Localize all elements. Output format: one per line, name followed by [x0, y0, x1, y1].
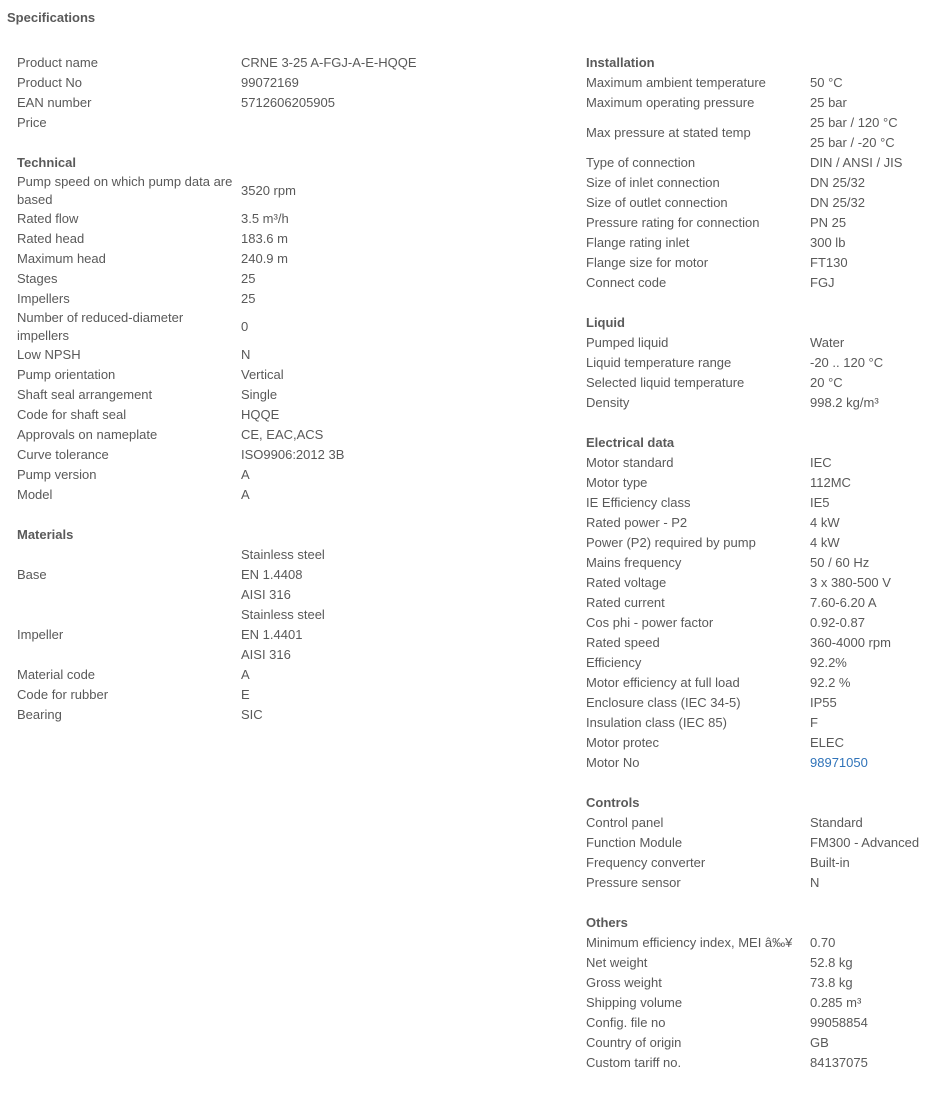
spec-row	[586, 73, 931, 93]
spec-values	[810, 573, 931, 593]
spec-row	[586, 593, 931, 613]
spec-label: Motor No	[586, 755, 640, 770]
spec-row	[17, 705, 557, 725]
spec-row	[17, 365, 557, 385]
spec-label: Shaft seal arrangement	[17, 387, 153, 402]
spec-row	[17, 465, 557, 485]
spec-row	[586, 533, 931, 553]
spec-row	[586, 113, 931, 153]
spec-row	[17, 113, 557, 133]
spec-label: Shipping volume	[586, 995, 683, 1010]
spec-row	[586, 553, 931, 573]
spec-row	[586, 93, 931, 113]
spec-values	[810, 233, 931, 253]
spec-row	[17, 269, 557, 289]
spec-values	[810, 553, 931, 573]
section-heading: Electrical data	[586, 435, 675, 450]
spec-row	[586, 153, 931, 173]
spec-label: Approvals on nameplate	[17, 427, 158, 442]
spec-label: Rated flow	[17, 211, 79, 226]
spec-value: E	[241, 687, 250, 702]
spec-label: Curve tolerance	[17, 447, 109, 462]
spec-label: Control panel	[586, 815, 664, 830]
spec-values	[810, 733, 931, 753]
spec-label: Motor protec	[586, 735, 659, 750]
spec-label: Flange size for motor	[586, 255, 709, 270]
spec-value: 52.8 kg	[810, 955, 853, 970]
spec-value: 3520 rpm	[241, 183, 296, 198]
spec-values	[241, 73, 557, 93]
spec-value: A	[241, 487, 250, 502]
spec-values	[241, 289, 557, 309]
spec-label: Function Module	[586, 835, 683, 850]
spec-label: Motor type	[586, 475, 648, 490]
spec-label: Minimum efficiency index, MEI â‰¥	[586, 935, 793, 950]
spec-values	[810, 933, 931, 953]
spec-row	[586, 813, 931, 833]
spec-label: Mains frequency	[586, 555, 682, 570]
spec-label: Gross weight	[586, 975, 662, 990]
spec-value: 0	[241, 319, 249, 334]
spec-value: Single	[241, 387, 278, 402]
spec-row	[586, 853, 931, 873]
spec-value: N	[810, 875, 820, 890]
spec-values	[241, 317, 557, 337]
spec-values	[241, 405, 557, 425]
spec-values	[810, 853, 931, 873]
spec-row	[17, 445, 557, 465]
spec-label: Base	[17, 567, 47, 582]
spec-label: Maximum head	[17, 251, 106, 266]
spec-row	[17, 685, 557, 705]
spec-values	[241, 385, 557, 405]
spec-value: 20 °C	[810, 375, 843, 390]
spec-label: Net weight	[586, 955, 648, 970]
spec-values	[810, 813, 931, 833]
spec-label: Max pressure at stated temp	[586, 125, 751, 140]
spec-values	[810, 713, 931, 733]
spec-value: FM300 - Advanced	[810, 835, 920, 850]
spec-label: Rated head	[17, 231, 85, 246]
spec-value: 183.6 m	[241, 231, 288, 246]
spec-values	[241, 269, 557, 289]
spec-values	[810, 153, 931, 173]
section-controls	[586, 793, 931, 893]
spec-values	[241, 685, 557, 705]
spec-value: -20 .. 120 °C	[810, 355, 884, 370]
spec-values	[810, 673, 931, 693]
spec-label: Power (P2) required by pump	[586, 535, 756, 550]
spec-row	[17, 73, 557, 93]
spec-label: Pressure sensor	[586, 875, 681, 890]
spec-row	[17, 229, 557, 249]
spec-value: 84137075	[810, 1055, 868, 1070]
spec-row	[586, 173, 931, 193]
spec-value: 3.5 m³/h	[241, 211, 289, 226]
spec-row	[586, 233, 931, 253]
spec-values	[241, 181, 557, 201]
spec-values	[810, 73, 931, 93]
spec-value: 25 bar / 120 °C	[810, 115, 898, 130]
spec-values	[810, 273, 931, 293]
spec-row	[586, 713, 931, 733]
spec-value: EN 1.4408	[241, 567, 303, 582]
spec-label: IE Efficiency class	[586, 495, 691, 510]
spec-values	[241, 365, 557, 385]
spec-values	[810, 533, 931, 553]
spec-row	[586, 393, 931, 413]
spec-value: 360-4000 rpm	[810, 635, 891, 650]
spec-value-link[interactable]: 98971050	[810, 755, 868, 770]
section-heading: Materials	[17, 527, 74, 542]
spec-values	[810, 953, 931, 973]
spec-row	[586, 253, 931, 273]
spec-row	[586, 753, 931, 773]
spec-values	[810, 173, 931, 193]
spec-value: FGJ	[810, 275, 835, 290]
spec-values	[810, 593, 931, 613]
spec-row	[17, 289, 557, 309]
spec-value: 25 bar	[810, 95, 847, 110]
section-heading: Liquid	[586, 315, 625, 330]
spec-row	[586, 333, 931, 353]
spec-values	[241, 425, 557, 445]
spec-label: Pressure rating for connection	[586, 215, 760, 230]
spec-values	[241, 665, 557, 685]
spec-label: Size of inlet connection	[586, 175, 720, 190]
spec-label: Product No	[17, 75, 83, 90]
spec-value: Standard	[810, 815, 863, 830]
spec-value: 4 kW	[810, 515, 840, 530]
spec-values	[241, 209, 557, 229]
spec-values	[810, 1053, 931, 1073]
spec-value: Vertical	[241, 367, 284, 382]
spec-row	[17, 485, 557, 505]
section-heading: Technical	[17, 155, 77, 170]
section-others	[586, 913, 931, 1073]
spec-row	[586, 633, 931, 653]
spec-label: Enclosure class (IEC 34-5)	[586, 695, 741, 710]
spec-value: 0.70	[810, 935, 836, 950]
spec-value: 50 / 60 Hz	[810, 555, 870, 570]
spec-row	[586, 213, 931, 233]
spec-values	[241, 485, 557, 505]
section-general	[17, 53, 557, 133]
spec-value: PN 25	[810, 215, 847, 230]
spec-value: N	[241, 347, 251, 362]
spec-label: Frequency converter	[586, 855, 706, 870]
spec-label: Rated power - P2	[586, 515, 688, 530]
spec-label: Motor standard	[586, 455, 674, 470]
spec-row	[17, 53, 557, 73]
spec-value: 300 lb	[810, 235, 846, 250]
spec-label: Pump orientation	[17, 367, 116, 382]
spec-row	[586, 733, 931, 753]
spec-label: Custom tariff no.	[586, 1055, 682, 1070]
spec-label: Rated current	[586, 595, 665, 610]
spec-values	[241, 249, 557, 269]
spec-row	[586, 953, 931, 973]
spec-values	[810, 393, 931, 413]
section-heading: Controls	[586, 795, 640, 810]
spec-value: Stainless steel	[241, 547, 325, 562]
spec-values	[810, 333, 931, 353]
spec-value: FT130	[810, 255, 848, 270]
spec-values	[810, 493, 931, 513]
spec-row	[17, 385, 557, 405]
spec-value: CE, EAC,ACS	[241, 427, 324, 442]
spec-values	[241, 113, 557, 133]
spec-row	[586, 573, 931, 593]
spec-label: EAN number	[17, 95, 92, 110]
spec-row	[17, 345, 557, 365]
spec-values	[241, 465, 557, 485]
spec-label: Impellers	[17, 291, 70, 306]
section-installation	[586, 53, 931, 293]
spec-label: Stages	[17, 271, 58, 286]
section-heading: Others	[586, 915, 628, 930]
spec-row	[586, 453, 931, 473]
spec-value	[241, 113, 557, 133]
spec-values	[810, 693, 931, 713]
spec-value: AISI 316	[241, 587, 291, 602]
spec-label: Pump speed on which pump data are based	[17, 174, 233, 207]
spec-row	[586, 1033, 931, 1053]
spec-values	[241, 545, 557, 605]
spec-row	[586, 613, 931, 633]
spec-values	[241, 605, 557, 665]
spec-values	[810, 473, 931, 493]
spec-value: ELEC	[810, 735, 844, 750]
spec-label: Size of outlet connection	[586, 195, 728, 210]
spec-values	[810, 373, 931, 393]
spec-row	[17, 93, 557, 113]
spec-value: 25	[241, 271, 256, 286]
spec-row	[586, 833, 931, 853]
spec-value: Water	[810, 335, 845, 350]
section-technical	[17, 153, 557, 505]
spec-label: Price	[17, 115, 47, 130]
spec-value: Stainless steel	[241, 607, 325, 622]
spec-label: Motor efficiency at full load	[586, 675, 740, 690]
spec-values	[810, 633, 931, 653]
spec-value: CRNE 3-25 A-FGJ-A-E-HQQE	[241, 55, 417, 70]
spec-row	[586, 693, 931, 713]
spec-values	[810, 653, 931, 673]
spec-row	[586, 973, 931, 993]
spec-row	[17, 665, 557, 685]
spec-row	[586, 1053, 931, 1073]
spec-label: Number of reduced-diameter impellers	[17, 310, 184, 343]
spec-value: 92.2 %	[810, 675, 851, 690]
spec-values	[810, 993, 931, 1013]
spec-row	[586, 673, 931, 693]
spec-label: Code for rubber	[17, 687, 109, 702]
spec-value: 99058854	[810, 1015, 868, 1030]
spec-values	[241, 229, 557, 249]
section-liquid	[586, 313, 931, 413]
spec-label: Density	[586, 395, 630, 410]
spec-row	[586, 193, 931, 213]
spec-value: F	[810, 715, 818, 730]
section-electrical-data	[586, 433, 931, 773]
spec-label: Pump version	[17, 467, 97, 482]
spec-row	[17, 545, 557, 605]
spec-label: Selected liquid temperature	[586, 375, 745, 390]
spec-values	[810, 113, 931, 153]
spec-values	[810, 753, 931, 773]
spec-row	[586, 473, 931, 493]
spec-value: A	[241, 667, 250, 682]
spec-value: 240.9 m	[241, 251, 288, 266]
spec-value: 92.2%	[810, 655, 847, 670]
spec-values	[241, 53, 557, 73]
spec-label: Cos phi - power factor	[586, 615, 714, 630]
spec-label: Rated speed	[586, 635, 660, 650]
spec-row	[17, 605, 557, 665]
spec-label: Pumped liquid	[586, 335, 669, 350]
spec-value: IP55	[810, 695, 837, 710]
spec-row	[17, 209, 557, 229]
spec-value: 73.8 kg	[810, 975, 853, 990]
spec-label: Liquid temperature range	[586, 355, 732, 370]
spec-label: Config. file no	[586, 1015, 666, 1030]
spec-label: Maximum operating pressure	[586, 95, 755, 110]
spec-value: Built-in	[810, 855, 850, 870]
spec-value: DIN / ANSI / JIS	[810, 155, 903, 170]
spec-label: Flange rating inlet	[586, 235, 690, 250]
spec-label: Bearing	[17, 707, 62, 722]
spec-row	[586, 273, 931, 293]
spec-label: Low NPSH	[17, 347, 81, 362]
spec-values	[810, 513, 931, 533]
spec-row	[586, 493, 931, 513]
spec-values	[810, 1013, 931, 1033]
spec-row	[17, 425, 557, 445]
spec-value: 998.2 kg/m³	[810, 395, 879, 410]
spec-value: DN 25/32	[810, 195, 865, 210]
spec-value: SIC	[241, 707, 263, 722]
spec-value: 5712606205905	[241, 95, 335, 110]
spec-row	[586, 873, 931, 893]
spec-value: 99072169	[241, 75, 299, 90]
spec-row	[586, 993, 931, 1013]
spec-values	[810, 93, 931, 113]
spec-value: EN 1.4401	[241, 627, 303, 642]
spec-label: Efficiency	[586, 655, 642, 670]
spec-label: Product name	[17, 55, 98, 70]
spec-values	[241, 93, 557, 113]
spec-label: Model	[17, 487, 53, 502]
spec-value: 112MC	[810, 475, 851, 490]
spec-row	[17, 405, 557, 425]
spec-row	[586, 1013, 931, 1033]
spec-values	[810, 193, 931, 213]
spec-value: 25	[241, 291, 256, 306]
section-materials	[17, 525, 557, 725]
spec-label: Type of connection	[586, 155, 696, 170]
spec-values	[810, 213, 931, 233]
spec-row	[586, 353, 931, 373]
spec-value: DN 25/32	[810, 175, 865, 190]
specs-right-column	[586, 53, 931, 1093]
section-heading: Installation	[586, 55, 655, 70]
page-title: Specifications	[7, 10, 96, 25]
spec-value: A	[241, 467, 250, 482]
spec-values	[810, 353, 931, 373]
spec-value: 0.92-0.87	[810, 615, 865, 630]
spec-value: ISO9906:2012 3B	[241, 447, 345, 462]
spec-label: Connect code	[586, 275, 667, 290]
spec-value: 7.60-6.20 A	[810, 595, 877, 610]
spec-row	[17, 249, 557, 269]
spec-label: Impeller	[17, 627, 64, 642]
spec-value: 0.285 m³	[810, 995, 862, 1010]
spec-label: Material code	[17, 667, 96, 682]
spec-row	[586, 933, 931, 953]
spec-values	[810, 833, 931, 853]
spec-value: IEC	[810, 455, 832, 470]
spec-value: AISI 316	[241, 647, 291, 662]
spec-values	[241, 705, 557, 725]
spec-value: 25 bar / -20 °C	[810, 135, 895, 150]
spec-label: Code for shaft seal	[17, 407, 127, 422]
spec-values	[810, 1033, 931, 1053]
spec-label: Country of origin	[586, 1035, 682, 1050]
spec-value: 50 °C	[810, 75, 843, 90]
specs-left-column	[17, 53, 557, 745]
spec-row	[17, 173, 557, 209]
spec-value: GB	[810, 1035, 829, 1050]
spec-values	[810, 873, 931, 893]
spec-value: IE5	[810, 495, 830, 510]
spec-values	[810, 973, 931, 993]
spec-row	[586, 653, 931, 673]
spec-values	[810, 253, 931, 273]
spec-label: Rated voltage	[586, 575, 667, 590]
spec-values	[810, 453, 931, 473]
spec-values	[241, 345, 557, 365]
spec-row	[17, 309, 557, 345]
spec-values	[810, 613, 931, 633]
spec-values	[241, 445, 557, 465]
spec-row	[586, 373, 931, 393]
spec-value: 3 x 380-500 V	[810, 575, 891, 590]
spec-value: 4 kW	[810, 535, 840, 550]
spec-row	[586, 513, 931, 533]
spec-label: Maximum ambient temperature	[586, 75, 766, 90]
spec-value: HQQE	[241, 407, 280, 422]
spec-label: Insulation class (IEC 85)	[586, 715, 727, 730]
